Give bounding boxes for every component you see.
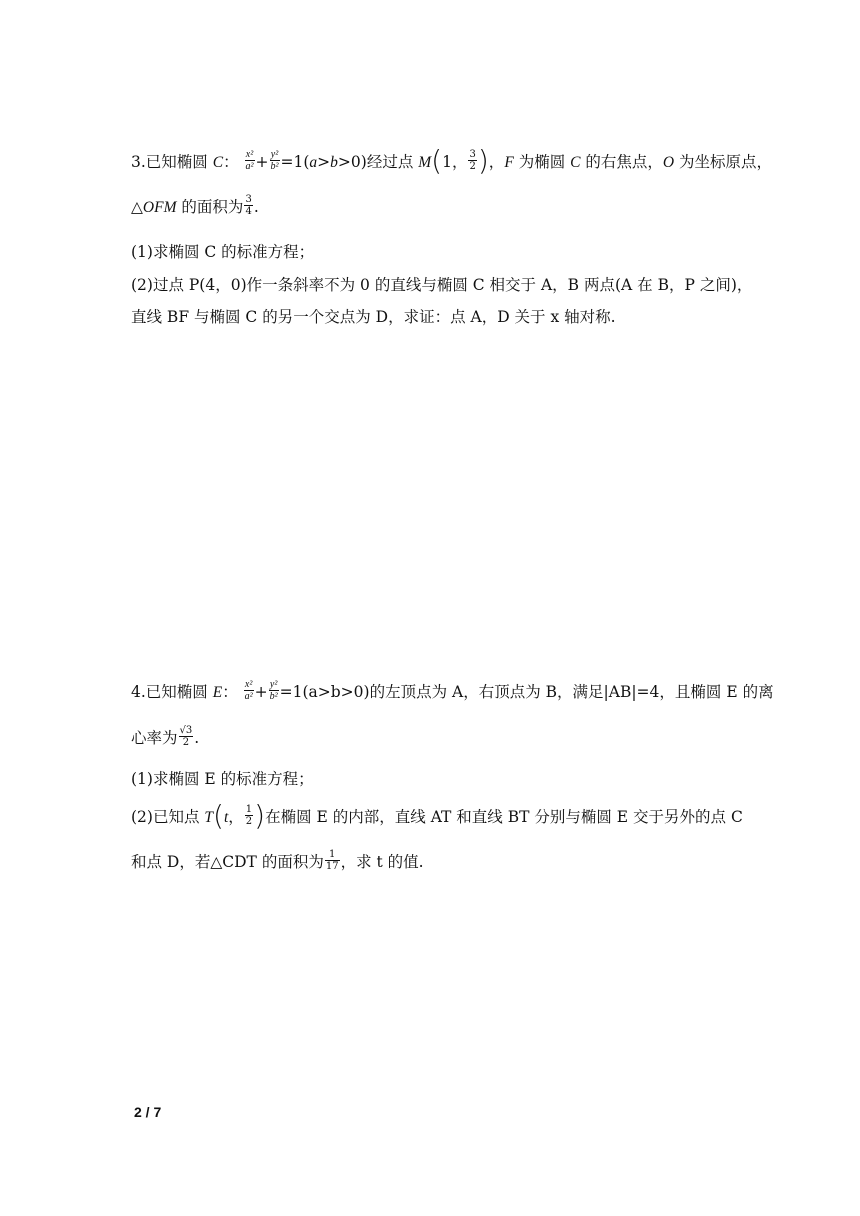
fraction: $\frac{\text{x²}}{\text{a²}}$ — [245, 148, 254, 172]
problem4-q2: (2)已知点 T(t， $\frac{1}{2}$ )在椭圆 E 的内部，直线 AT 和直线 BT 分别与椭圆 E 交于另外的点 C — [131, 799, 743, 832]
problem4-line1: 4.已知椭圆 E： $\frac{\text{x²}}{\text{a²}}$ + $\frac{\text{y²}}{\text{b²}}$ =1(a>b>0)的左顶点为 A，右顶点为 B，满足|AB|=4，且椭圆 E 的离 — [131, 678, 774, 702]
page-number: 2 / 7 — [134, 1104, 162, 1120]
ellipse-name: C — [212, 154, 224, 171]
problem4-line2: 心率为 $\frac{√3}{2}$ . — [131, 724, 200, 748]
problem4-q2b: 和点 D，若△CDT 的面积为 $\frac{1}{17}$ ，求 t 的值. — [131, 848, 424, 872]
problem4-q1: (1)求椭圆 E 的标准方程； — [131, 770, 314, 788]
fraction: $\frac{\text{y²}}{\text{b²}}$ — [270, 148, 279, 172]
problem3-line1: 3.已知椭圆 C： $\frac{\text{x²}}{\text{a²}}$ + $\frac{\text{y²}}{\text{b²}}$ =1(a>b>0)经过点 M(1， $\frac{3}{2}$ )，F 为椭圆 C 的右焦点，O 为坐标原点， — [131, 144, 773, 177]
fraction: $\frac{√3}{2}$ — [179, 724, 193, 748]
fraction: $\frac{3}{4}$ — [245, 193, 252, 217]
fraction: $\frac{\text{x²}}{\text{a²}}$ — [244, 678, 253, 702]
problem3-line2: △OFM 的面积为 $\frac{3}{4}$ . — [131, 193, 259, 217]
fraction: $\frac{1}{17}$ — [325, 848, 339, 872]
text: 3.已知椭圆 — [131, 153, 213, 171]
fraction: $\frac{\text{y²}}{\text{b²}}$ — [269, 678, 278, 702]
problem3-q1: (1)求椭圆 C 的标准方程； — [131, 243, 315, 261]
fraction: $\frac{3}{2}$ — [469, 148, 476, 172]
problem3-q2b: 直线 BF 与椭圆 C 的另一个交点为 D，求证：点 A，D 关于 x 轴对称. — [131, 308, 616, 326]
problem3-q2: (2)过点 P(4，0)作一条斜率不为 0 的直线与椭圆 C 相交于 A，B 两点(A 在 B，P 之间)， — [131, 276, 753, 294]
fraction: $\frac{1}{2}$ — [245, 803, 253, 827]
text: ： — [223, 153, 239, 171]
